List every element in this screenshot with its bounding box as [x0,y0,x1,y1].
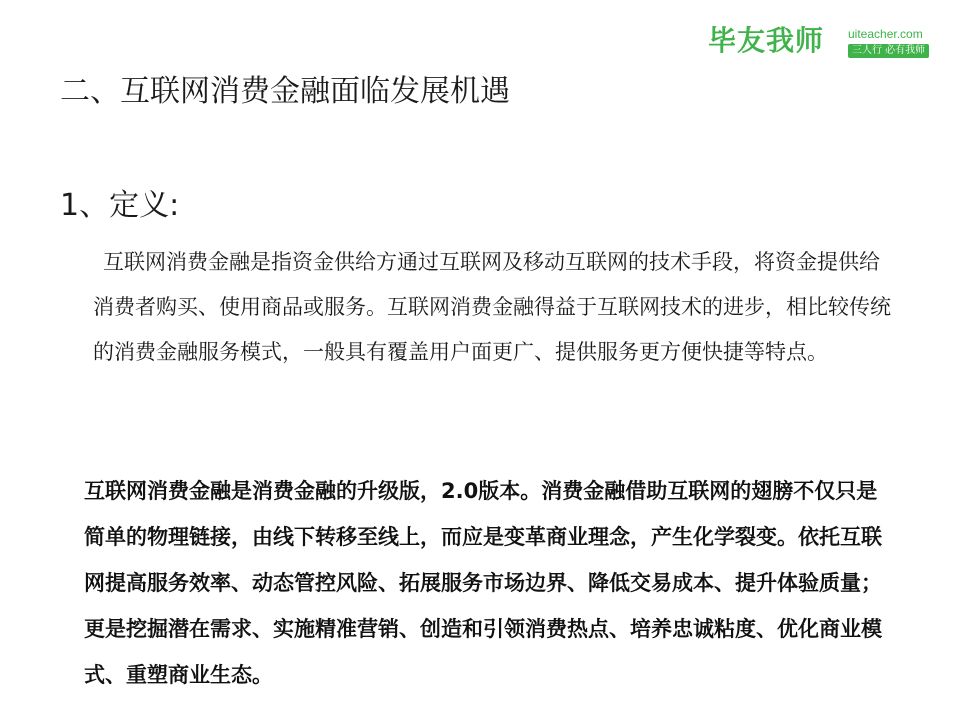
highlight-paragraph: 互联网消费金融是消费金融的升级版，2.0版本。消费金融借助互联网的翅膀不仅只是简单的物理链接，由线下转移至线上，而应是变革商业理念，产生化学裂变。依托互联网提高服务效率、动态管控风险、拓展服务市场边界、降低交易成本、提升体验质量；更是挖掘潜在需求、实施精准营销、创造和引领消费热点、培养忠诚粘度、优化商业模式、重塑商业生态。 [84,479,882,687]
definition-paragraph: 互联网消费金融是指资金供给方通过互联网及移动互联网的技术手段，将资金提供给消费者购买、使用商品或服务。互联网消费金融得益于互联网技术的进步，相比较传统的消费金融服务模式，一般具有覆盖用户面更广、提供服务更方便快捷等特点。 [93,250,891,364]
logo-url: uiteacher.com [848,27,923,41]
brand-logo [708,24,938,64]
logo-slogan: 三人行 必有我师 [848,44,929,58]
section-heading: 1、定义: [60,188,180,223]
logo-name: 毕友我师 [708,24,825,57]
slide-title: 二、互联网消费金融面临发展机遇 [60,74,510,109]
